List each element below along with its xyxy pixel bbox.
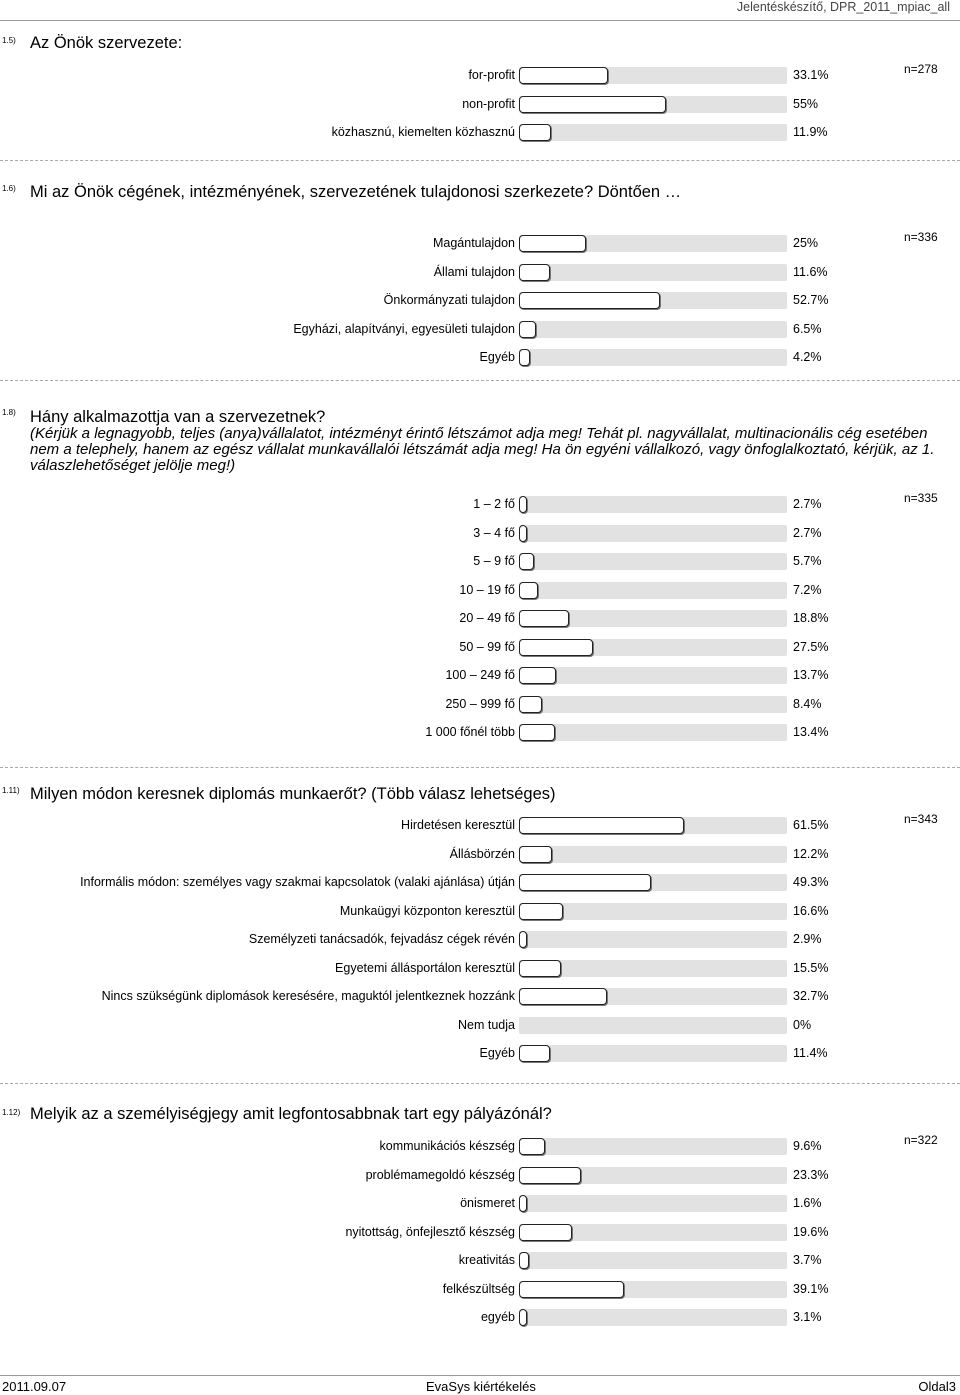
answer-label: Egyéb — [479, 350, 515, 364]
section-divider — [0, 160, 960, 161]
sample-size: n=336 — [904, 230, 938, 244]
question-number: 1.8) — [2, 408, 16, 417]
value-label: 2.7% — [793, 497, 822, 511]
bar — [519, 349, 530, 366]
question-number: 1.12) — [2, 1108, 21, 1117]
bar — [519, 639, 593, 656]
value-label: 3.1% — [793, 1310, 822, 1324]
bar — [519, 235, 586, 252]
value-label: 52.7% — [793, 293, 829, 307]
answer-label: Egyházi, alapítványi, egyesületi tulajdon — [293, 321, 515, 336]
value-label: 1.6% — [793, 1196, 822, 1210]
bar — [519, 874, 651, 891]
bar-track — [519, 846, 787, 863]
bar-track — [519, 321, 787, 338]
bar — [519, 1224, 572, 1241]
answer-label: közhasznú, kiemelten közhasznú — [331, 125, 515, 139]
bar-track — [519, 639, 787, 656]
bar-track — [519, 874, 787, 891]
answer-label: Állásbörzén — [449, 846, 515, 861]
answer-label: 10 – 19 fő — [459, 582, 515, 597]
question-instructions: (Kérjük a legnagyobb, teljes (anya)vállalatot, intézményt érintő létszámot adja meg! Tehát pl. nagyvállalat, multinacionális cég esetében nem a telephely, hanem az egész vállalat munkavállalói létszámát adja meg! Ha ön egyéni vállalkozó, vagy önfoglalkoztató, kérjük, az 1. válaszlehetőséget jelölje meg!) — [30, 425, 935, 474]
bar — [519, 496, 527, 513]
bar — [519, 264, 550, 281]
bar — [519, 321, 536, 338]
value-label: 32.7% — [793, 989, 829, 1003]
bar — [519, 582, 538, 599]
bar-track — [519, 724, 787, 741]
bar-track — [519, 1224, 787, 1241]
answer-label: Személyzeti tanácsadók, fejvadász cégek révén — [248, 932, 515, 946]
footer-date: 2011.09.07 — [2, 1379, 67, 1394]
question-number: 1.6) — [2, 184, 16, 193]
value-label: 13.7% — [793, 668, 829, 682]
answer-label: Állami tulajdon — [433, 264, 515, 279]
answer-label: problémamegoldó készség — [365, 1167, 515, 1182]
value-label: 23.3% — [793, 1167, 829, 1182]
value-label: 49.3% — [793, 875, 829, 889]
bar — [519, 960, 561, 977]
bar-track — [519, 1281, 787, 1298]
bar — [519, 1045, 550, 1062]
answer-label: 20 – 49 fő — [459, 611, 515, 625]
bar-track — [519, 1045, 787, 1062]
bar-track — [519, 1252, 787, 1269]
sample-size: n=278 — [904, 62, 938, 76]
answer-label: 250 – 999 fő — [445, 696, 515, 711]
bar-track — [519, 525, 787, 542]
answer-label: for-profit — [468, 68, 515, 82]
value-label: 0% — [793, 1017, 812, 1032]
bar-track — [519, 96, 787, 113]
bar-track — [519, 988, 787, 1005]
value-label: 8.4% — [793, 696, 822, 711]
bar-track — [519, 124, 787, 141]
bar — [519, 292, 660, 309]
bar-track — [519, 264, 787, 281]
value-label: 9.6% — [793, 1139, 822, 1153]
answer-label: kommunikációs készség — [379, 1139, 515, 1153]
bar — [519, 903, 563, 920]
answer-label: felkészültség — [442, 1281, 515, 1296]
value-label: 16.6% — [793, 903, 829, 918]
section-divider — [0, 380, 960, 381]
bar — [519, 931, 527, 948]
question-number: 1.5) — [2, 36, 16, 45]
value-label: 7.2% — [793, 582, 822, 597]
header-divider — [0, 20, 960, 21]
bar-track — [519, 1195, 787, 1212]
answer-label: 50 – 99 fő — [459, 639, 515, 654]
value-label: 61.5% — [793, 818, 829, 832]
bar — [519, 724, 555, 741]
answer-label: 3 – 4 fő — [473, 525, 515, 540]
value-label: 25% — [793, 236, 819, 250]
bar-track — [519, 67, 787, 84]
bar-track — [519, 610, 787, 627]
bar-track — [519, 817, 787, 834]
value-label: 55% — [793, 96, 819, 111]
bar — [519, 525, 527, 542]
answer-label: Hirdetésen keresztül — [401, 818, 515, 832]
bar-track — [519, 553, 787, 570]
value-label: 11.9% — [793, 125, 828, 139]
answer-label: Nem tudja — [458, 1017, 515, 1032]
question-title: Mi az Önök cégének, intézményének, szervezetének tulajdonosi szerkezete? Döntően … — [30, 183, 682, 201]
sample-size: n=322 — [904, 1133, 938, 1147]
answer-label: 100 – 249 fő — [445, 668, 515, 682]
bar-track — [519, 1017, 787, 1034]
value-label: 19.6% — [793, 1224, 829, 1239]
answer-label: nyitottság, önfejlesztő készség — [345, 1224, 515, 1239]
bar-track — [519, 960, 787, 977]
question-title: Az Önök szervezete: — [30, 34, 183, 52]
bar-track — [519, 496, 787, 513]
bar — [519, 667, 556, 684]
bar-track — [519, 235, 787, 252]
question-title: Melyik az a személyiségjegy amit legfontosabbnak tart egy pályázónál? — [30, 1105, 552, 1123]
answer-label: kreativitás — [458, 1253, 515, 1267]
value-label: 33.1% — [793, 68, 829, 82]
value-label: 39.1% — [793, 1281, 829, 1296]
answer-label: Önkormányzati tulajdon — [383, 293, 515, 307]
answer-label: Informális módon: személyes vagy szakmai kapcsolatok (valaki ajánlása) útján — [80, 875, 515, 889]
bar-track — [519, 1138, 787, 1155]
value-label: 2.9% — [793, 932, 822, 946]
bar — [519, 1138, 545, 1155]
bar — [519, 1252, 529, 1269]
value-label: 5.7% — [793, 554, 822, 568]
answer-label: Nincs szükségünk diplomások keresésére, maguktól jelentkeznek hozzánk — [101, 989, 515, 1003]
bar — [519, 817, 684, 834]
bar — [519, 124, 551, 141]
bar — [519, 696, 542, 713]
answer-label: Magántulajdon — [432, 236, 515, 250]
bar — [519, 96, 666, 113]
section-divider — [0, 1083, 960, 1084]
bar — [519, 1167, 581, 1184]
answer-label: non-profit — [462, 96, 515, 111]
value-label: 6.5% — [793, 321, 822, 336]
bar — [519, 1309, 527, 1326]
value-label: 4.2% — [793, 350, 822, 364]
value-label: 27.5% — [793, 639, 829, 654]
footer-center-text: EvaSys kiértékelés — [426, 1379, 536, 1394]
value-label: 15.5% — [793, 960, 829, 975]
answer-label: 1 000 főnél több — [425, 725, 515, 739]
section-divider — [0, 767, 960, 768]
bar — [519, 610, 569, 627]
value-label: 2.7% — [793, 525, 822, 540]
value-label: 12.2% — [793, 846, 829, 861]
answer-label: Munkaügyi központon keresztül — [339, 903, 515, 918]
value-label: 13.4% — [793, 725, 829, 739]
footer-divider — [0, 1375, 960, 1376]
question-title: Hány alkalmazottja van a szervezetnek? — [30, 408, 326, 426]
answer-label: 5 – 9 fő — [473, 554, 515, 568]
bar — [519, 846, 552, 863]
bar-track — [519, 292, 787, 309]
sample-size: n=335 — [904, 491, 938, 505]
value-label: 18.8% — [793, 611, 829, 625]
bar-track — [519, 582, 787, 599]
bar-track — [519, 903, 787, 920]
answer-label: Egyetemi állásportálon keresztül — [335, 960, 515, 975]
value-label: 11.6% — [793, 264, 828, 279]
report-header-title: Jelentéskészítő, DPR_2011_mpiac_all — [736, 0, 950, 14]
footer-page-number: Oldal3 — [918, 1379, 956, 1394]
bar — [519, 988, 607, 1005]
answer-label: egyéb — [480, 1310, 515, 1324]
answer-label: 1 – 2 fő — [473, 497, 515, 511]
bar-track — [519, 349, 787, 366]
bar-track — [519, 931, 787, 948]
bar — [519, 553, 534, 570]
answer-label: Egyéb — [479, 1046, 515, 1060]
bar-track — [519, 1167, 787, 1184]
bar — [519, 1195, 527, 1212]
question-number: 1.11) — [2, 786, 20, 795]
value-label: 11.4% — [793, 1046, 828, 1060]
value-label: 3.7% — [793, 1253, 822, 1267]
bar-track — [519, 667, 787, 684]
bar-track — [519, 1309, 787, 1326]
question-title: Milyen módon keresnek diplomás munkaerőt? (Több válasz lehetséges) — [30, 785, 556, 803]
bar-track — [519, 696, 787, 713]
sample-size: n=343 — [904, 812, 938, 826]
bar — [519, 67, 608, 84]
bar — [519, 1281, 624, 1298]
answer-label: önismeret — [460, 1196, 515, 1210]
